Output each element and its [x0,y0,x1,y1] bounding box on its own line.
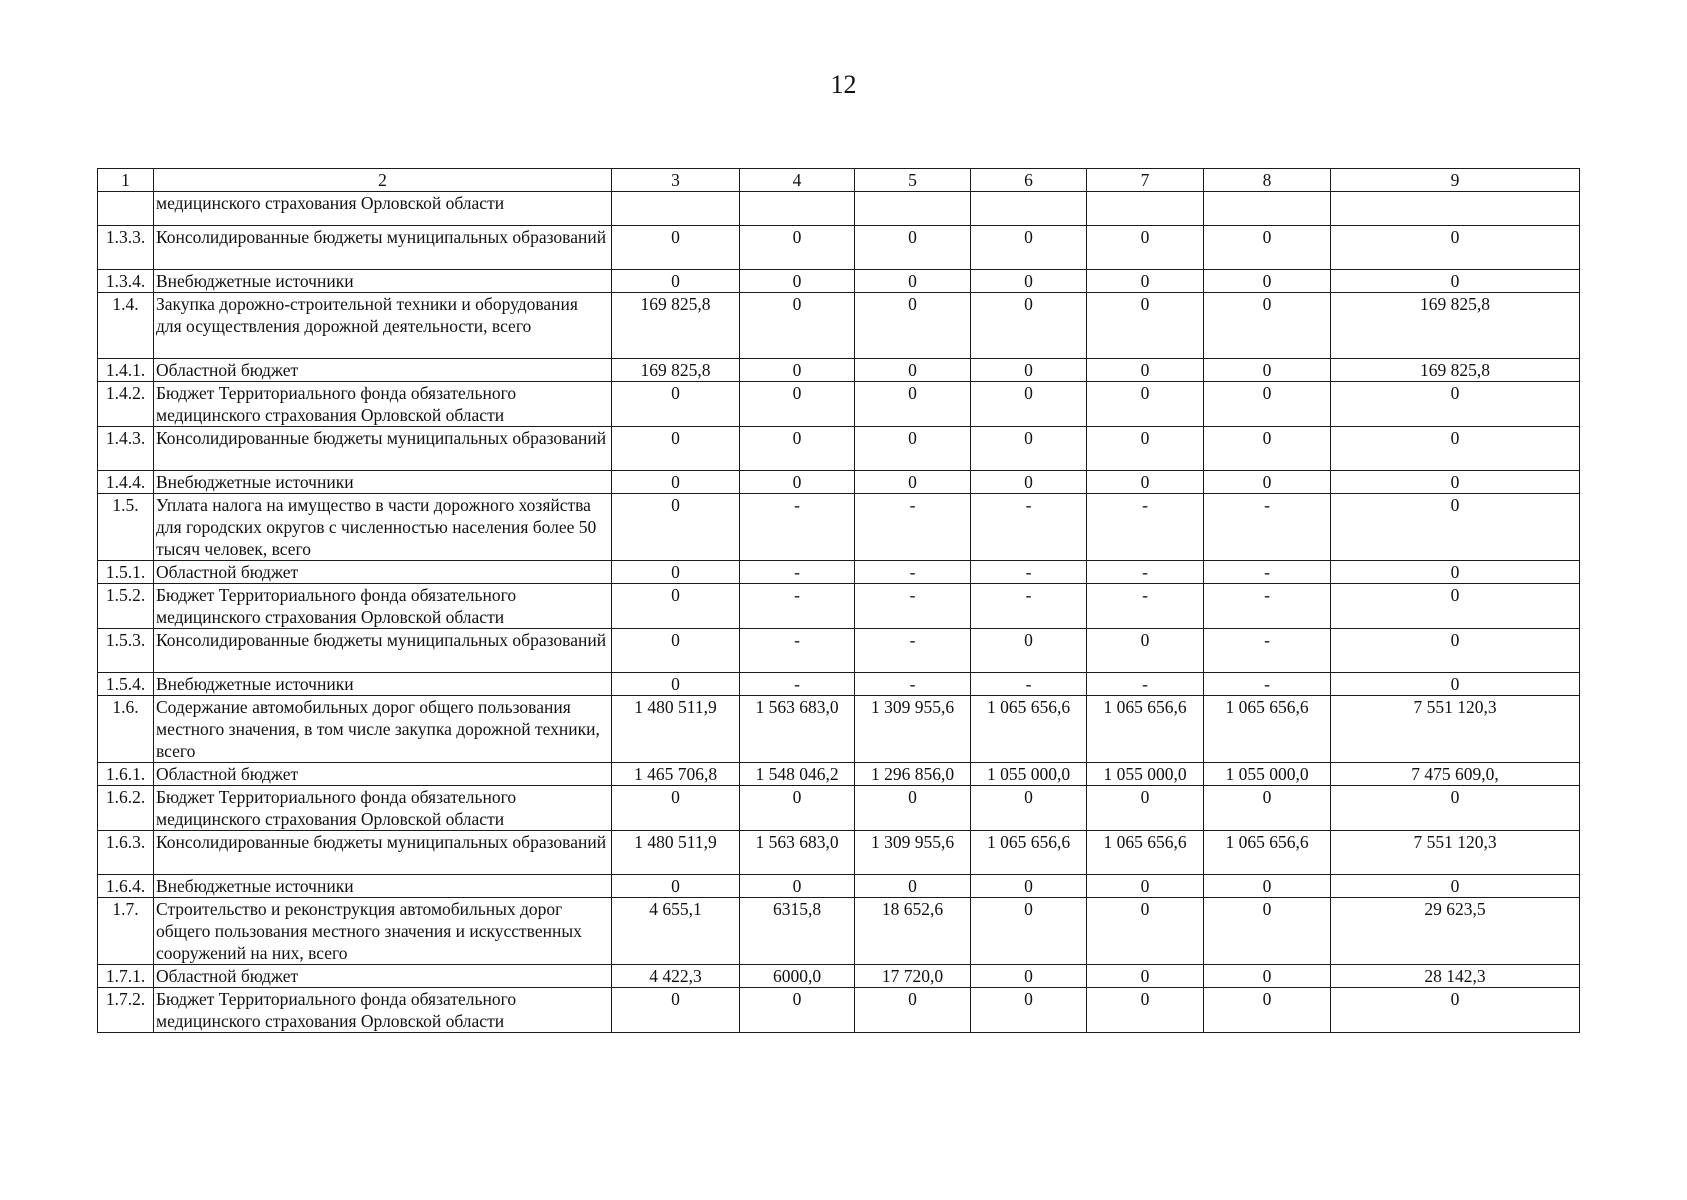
column-number: 2 [154,169,612,192]
row-value-col4: 0 [740,270,855,293]
row-code: 1.5.3. [98,629,154,673]
row-description: Содержание автомобильных дорог общего пользования местного значения, в том числе закупка дорожной техники, всего [154,696,612,763]
row-value-col4: 0 [740,427,855,471]
row-value-col4: 1 548 046,2 [740,763,855,786]
row-code: 1.4.3. [98,427,154,471]
row-value-col9: 7 551 120,3 [1331,831,1580,875]
row-code: 1.4. [98,293,154,359]
row-value-col6: 0 [971,427,1087,471]
row-code: 1.7.1. [98,965,154,988]
row-description: Внебюджетные источники [154,270,612,293]
row-code: 1.5. [98,494,154,561]
row-value-col4: - [740,561,855,584]
row-value-col9: 0 [1331,494,1580,561]
row-value-col5: 0 [855,875,971,898]
row-value-col6: 0 [971,898,1087,965]
row-value-col5 [855,192,971,226]
row-description: Областной бюджет [154,561,612,584]
row-value-col8: - [1204,629,1331,673]
row-value-col9: 0 [1331,584,1580,629]
row-value-col4: 0 [740,226,855,270]
row-value-col9: 0 [1331,270,1580,293]
row-value-col8: 0 [1204,898,1331,965]
row-value-col5: 0 [855,471,971,494]
row-value-col4: - [740,629,855,673]
table-row [98,629,1580,673]
row-value-col8: 1 055 000,0 [1204,763,1331,786]
row-value-col5: 0 [855,293,971,359]
row-value-col8: 0 [1204,293,1331,359]
row-value-col8: 0 [1204,786,1331,831]
row-value-col7: 0 [1087,270,1204,293]
row-value-col3: 0 [612,382,740,427]
row-value-col5: - [855,584,971,629]
table-row [98,561,1580,584]
row-description: Бюджет Территориального фонда обязательного медицинского страхования Орловской области [154,382,612,427]
row-value-col9: 169 825,8 [1331,359,1580,382]
row-value-col5: 1 309 955,6 [855,696,971,763]
row-description: Бюджет Территориального фонда обязательного медицинского страхования Орловской области [154,584,612,629]
table-body [98,169,1580,1033]
row-value-col5: 0 [855,270,971,293]
row-value-col9: 28 142,3 [1331,965,1580,988]
row-value-col6: 1 065 656,6 [971,831,1087,875]
row-value-col5: 18 652,6 [855,898,971,965]
row-value-col5: - [855,561,971,584]
row-description: Внебюджетные источники [154,471,612,494]
row-value-col3: 0 [612,226,740,270]
row-value-col4: 0 [740,382,855,427]
table-row [98,898,1580,965]
column-number: 1 [98,169,154,192]
table-row [98,192,1580,226]
row-value-col3: 0 [612,629,740,673]
row-value-col5: 17 720,0 [855,965,971,988]
row-value-col3 [612,192,740,226]
row-value-col7: 0 [1087,226,1204,270]
row-value-col8: 0 [1204,427,1331,471]
row-value-col3: 0 [612,494,740,561]
row-description: Областной бюджет [154,359,612,382]
row-code [98,192,154,226]
table-row [98,696,1580,763]
row-value-col7: 0 [1087,382,1204,427]
row-value-col7: 0 [1087,988,1204,1033]
row-description: Внебюджетные источники [154,673,612,696]
row-value-col3: 0 [612,427,740,471]
row-description: Уплата налога на имущество в части дорожного хозяйства для городских округов с численностью населения более 50 тысяч человек, всего [154,494,612,561]
row-value-col6: 0 [971,293,1087,359]
row-value-col4: - [740,673,855,696]
row-value-col4: 0 [740,471,855,494]
row-value-col7: 1 055 000,0 [1087,763,1204,786]
row-value-col4: 6315,8 [740,898,855,965]
row-value-col4: 0 [740,875,855,898]
table-row [98,786,1580,831]
row-value-col8: 0 [1204,359,1331,382]
row-value-col8: 0 [1204,382,1331,427]
row-description: Строительство и реконструкция автомобильных дорог общего пользования местного значения и искусственных сооружений на них, всего [154,898,612,965]
row-code: 1.7.2. [98,988,154,1033]
row-value-col3: 4 655,1 [612,898,740,965]
row-value-col5: - [855,673,971,696]
row-description: Бюджет Территориального фонда обязательного медицинского страхования Орловской области [154,786,612,831]
row-value-col9: 0 [1331,382,1580,427]
row-value-col8: - [1204,673,1331,696]
row-code: 1.3.4. [98,270,154,293]
row-code: 1.5.4. [98,673,154,696]
row-value-col5: 0 [855,786,971,831]
table-row [98,270,1580,293]
row-description: Бюджет Территориального фонда обязательного медицинского страхования Орловской области [154,988,612,1033]
column-number: 5 [855,169,971,192]
table-row [98,584,1580,629]
row-value-col3: 0 [612,988,740,1033]
table-row [98,382,1580,427]
row-description: Консолидированные бюджеты муниципальных образований [154,629,612,673]
row-value-col7 [1087,192,1204,226]
row-value-col3: 0 [612,673,740,696]
row-value-col6: 1 055 000,0 [971,763,1087,786]
row-value-col6: 0 [971,359,1087,382]
row-value-col7: - [1087,584,1204,629]
row-description: Внебюджетные источники [154,875,612,898]
row-value-col6: 0 [971,382,1087,427]
row-value-col3: 169 825,8 [612,293,740,359]
row-value-col9: 0 [1331,988,1580,1033]
row-value-col7: 0 [1087,293,1204,359]
row-value-col4: 0 [740,988,855,1033]
row-value-col9: 0 [1331,786,1580,831]
row-code: 1.5.2. [98,584,154,629]
row-value-col6: - [971,673,1087,696]
row-value-col4: 0 [740,293,855,359]
row-code: 1.4.2. [98,382,154,427]
row-value-col6: - [971,494,1087,561]
row-value-col7: - [1087,561,1204,584]
row-value-col9: 7 475 609,0, [1331,763,1580,786]
row-value-col8: 0 [1204,226,1331,270]
row-value-col9: 169 825,8 [1331,293,1580,359]
row-code: 1.6.1. [98,763,154,786]
table-row [98,673,1580,696]
column-number-row [98,169,1580,192]
row-value-col5: 0 [855,382,971,427]
row-value-col8: 0 [1204,270,1331,293]
row-value-col9: 0 [1331,561,1580,584]
row-value-col5: 0 [855,427,971,471]
row-value-col6: 0 [971,226,1087,270]
row-value-col7: 0 [1087,471,1204,494]
row-value-col6: 0 [971,786,1087,831]
row-code: 1.6. [98,696,154,763]
table-row [98,988,1580,1033]
row-value-col5: 1 309 955,6 [855,831,971,875]
row-value-col7: 1 065 656,6 [1087,831,1204,875]
table-row [98,226,1580,270]
row-code: 1.7. [98,898,154,965]
row-value-col6 [971,192,1087,226]
table-row [98,427,1580,471]
row-description: Областной бюджет [154,965,612,988]
row-value-col9 [1331,192,1580,226]
row-value-col6: 0 [971,875,1087,898]
row-value-col7: 0 [1087,427,1204,471]
row-code: 1.5.1. [98,561,154,584]
budget-table [97,168,1580,1033]
row-value-col3: 169 825,8 [612,359,740,382]
row-value-col7: 0 [1087,898,1204,965]
row-value-col8: - [1204,584,1331,629]
row-value-col6: 0 [971,965,1087,988]
row-value-col8: 0 [1204,988,1331,1033]
row-value-col6: - [971,561,1087,584]
row-value-col4: 0 [740,786,855,831]
row-value-col3: 0 [612,561,740,584]
row-value-col6: 0 [971,629,1087,673]
row-value-col7: 0 [1087,965,1204,988]
row-value-col9: 7 551 120,3 [1331,696,1580,763]
table-row [98,875,1580,898]
row-value-col3: 1 465 706,8 [612,763,740,786]
row-value-col9: 0 [1331,629,1580,673]
row-value-col6: 0 [971,471,1087,494]
row-value-col9: 0 [1331,471,1580,494]
table-row [98,293,1580,359]
column-number: 8 [1204,169,1331,192]
table-row [98,965,1580,988]
row-value-col5: - [855,494,971,561]
row-value-col9: 0 [1331,875,1580,898]
row-value-col3: 1 480 511,9 [612,831,740,875]
row-value-col3: 0 [612,270,740,293]
row-value-col5: 0 [855,988,971,1033]
row-value-col3: 1 480 511,9 [612,696,740,763]
row-value-col4 [740,192,855,226]
row-value-col7: 0 [1087,875,1204,898]
row-description: Консолидированные бюджеты муниципальных образований [154,831,612,875]
table-row [98,494,1580,561]
row-value-col4: 0 [740,359,855,382]
row-value-col9: 0 [1331,427,1580,471]
row-value-col4: 6000,0 [740,965,855,988]
row-value-col4: - [740,584,855,629]
row-value-col5: - [855,629,971,673]
row-description: медицинского страхования Орловской области [154,192,612,226]
row-value-col9: 0 [1331,673,1580,696]
table-row [98,359,1580,382]
row-code: 1.6.2. [98,786,154,831]
row-value-col6: - [971,584,1087,629]
row-value-col4: 1 563 683,0 [740,831,855,875]
row-value-col8: - [1204,494,1331,561]
row-value-col6: 1 065 656,6 [971,696,1087,763]
row-value-col8: 1 065 656,6 [1204,831,1331,875]
column-number: 3 [612,169,740,192]
column-number: 4 [740,169,855,192]
row-code: 1.3.3. [98,226,154,270]
row-value-col3: 4 422,3 [612,965,740,988]
column-number: 7 [1087,169,1204,192]
row-code: 1.6.4. [98,875,154,898]
row-value-col3: 0 [612,471,740,494]
row-code: 1.4.4. [98,471,154,494]
row-value-col7: - [1087,494,1204,561]
column-number: 9 [1331,169,1580,192]
row-value-col6: 0 [971,270,1087,293]
row-value-col7: 0 [1087,629,1204,673]
row-value-col5: 0 [855,359,971,382]
row-code: 1.6.3. [98,831,154,875]
page-number: 12 [830,70,857,99]
row-description: Областной бюджет [154,763,612,786]
row-value-col8: 0 [1204,471,1331,494]
row-value-col3: 0 [612,786,740,831]
row-value-col8: - [1204,561,1331,584]
row-value-col5: 0 [855,226,971,270]
row-value-col4: - [740,494,855,561]
row-description: Консолидированные бюджеты муниципальных образований [154,427,612,471]
row-value-col5: 1 296 856,0 [855,763,971,786]
row-value-col8: 0 [1204,875,1331,898]
row-code: 1.4.1. [98,359,154,382]
row-value-col8: 0 [1204,965,1331,988]
row-description: Консолидированные бюджеты муниципальных образований [154,226,612,270]
row-value-col8 [1204,192,1331,226]
column-number: 6 [971,169,1087,192]
row-value-col9: 29 623,5 [1331,898,1580,965]
row-value-col7: - [1087,673,1204,696]
row-value-col3: 0 [612,875,740,898]
table-row [98,831,1580,875]
table-row [98,763,1580,786]
row-value-col3: 0 [612,584,740,629]
row-value-col8: 1 065 656,6 [1204,696,1331,763]
row-value-col9: 0 [1331,226,1580,270]
row-value-col7: 0 [1087,786,1204,831]
row-value-col7: 1 065 656,6 [1087,696,1204,763]
row-value-col7: 0 [1087,359,1204,382]
row-description: Закупка дорожно-строительной техники и оборудования для осуществления дорожной деятельности, всего [154,293,612,359]
row-value-col4: 1 563 683,0 [740,696,855,763]
row-value-col6: 0 [971,988,1087,1033]
table-row [98,471,1580,494]
